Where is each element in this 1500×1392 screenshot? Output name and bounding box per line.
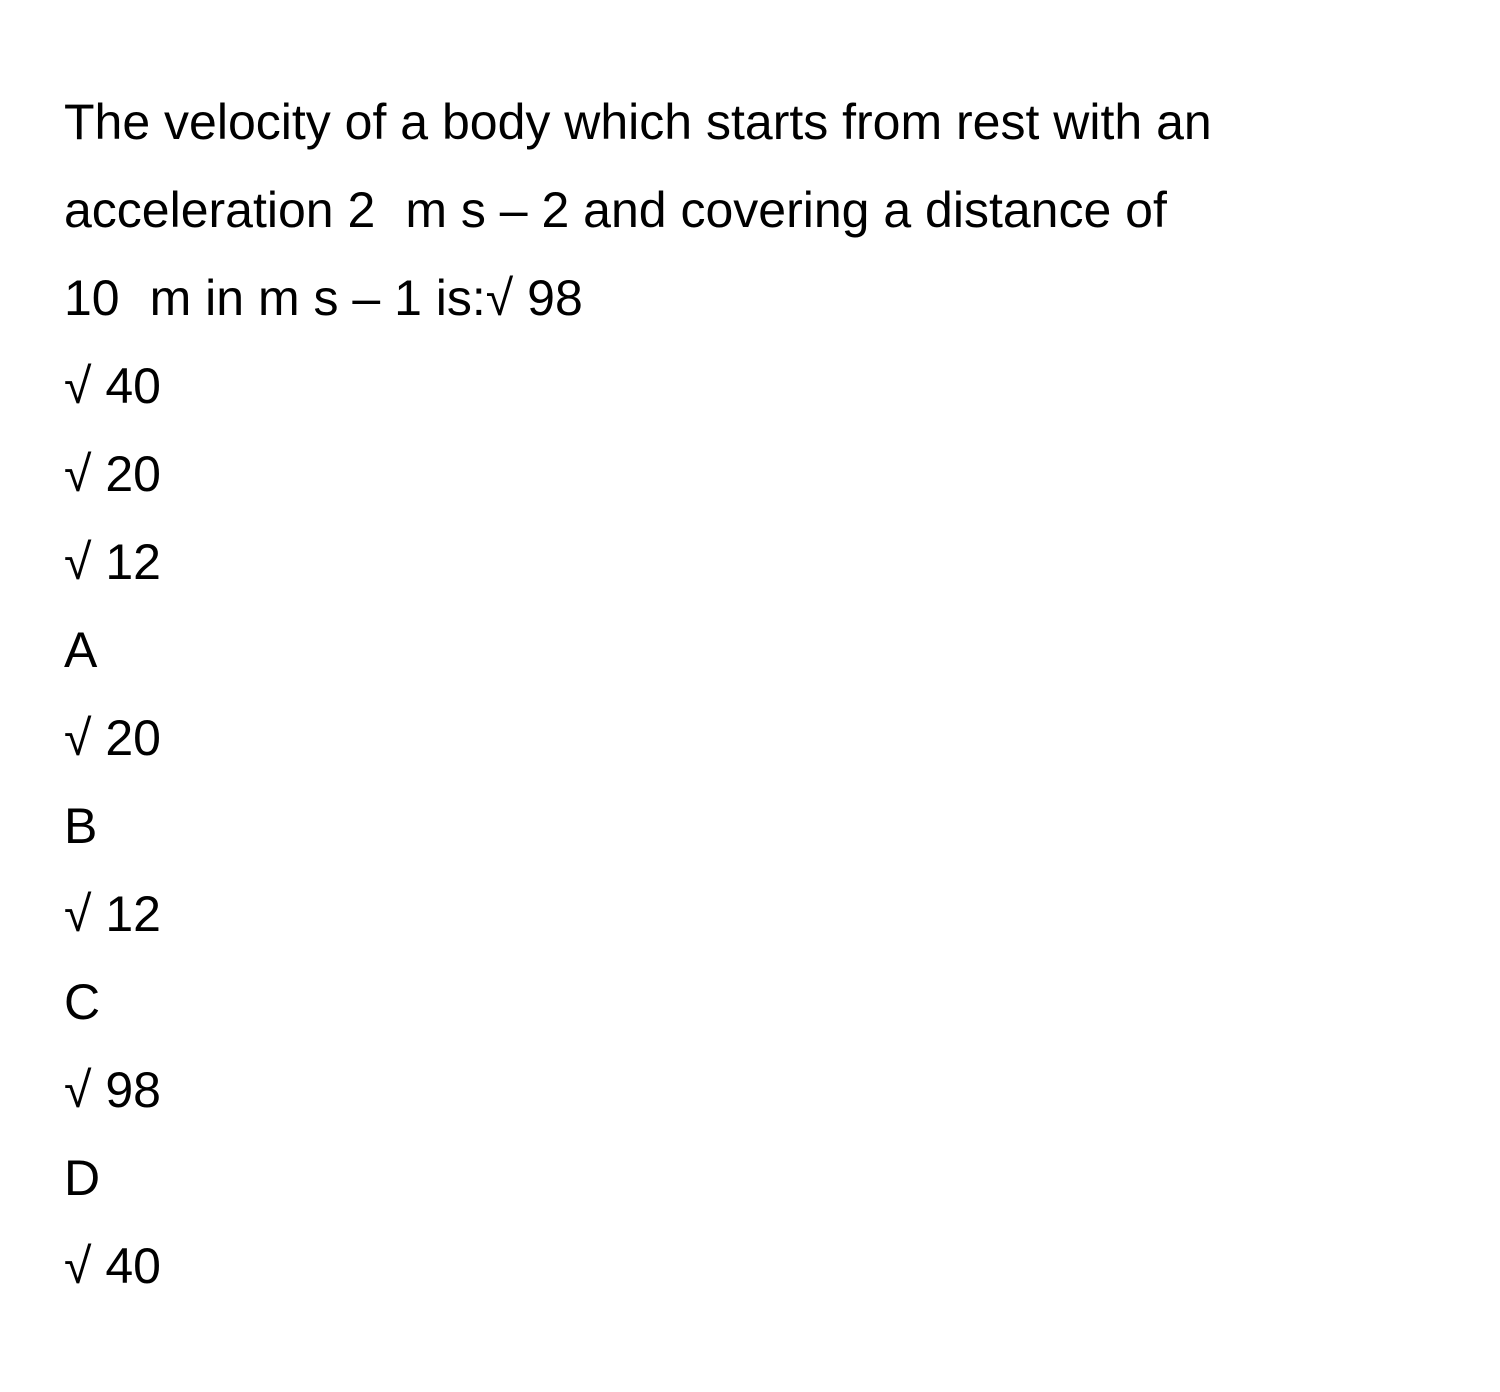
inline-option-3: √ 12 bbox=[64, 534, 161, 590]
question-line-2 bbox=[64, 166, 1454, 254]
question-line-3-part-b: m in m s – 1 is:√ 98 bbox=[149, 270, 583, 326]
option-a-value[interactable]: √ 20 bbox=[64, 710, 161, 766]
inline-option-1: √ 40 bbox=[64, 358, 161, 414]
question-document bbox=[64, 78, 1454, 1310]
option-c-value[interactable]: √ 98 bbox=[64, 1062, 161, 1118]
question-line-2-part-a: acceleration 2 bbox=[64, 182, 376, 238]
option-d-letter[interactable]: D bbox=[64, 1150, 101, 1206]
option-c-letter[interactable]: C bbox=[64, 974, 101, 1030]
option-a-letter[interactable]: A bbox=[64, 622, 98, 678]
question-line-1: The velocity of a body which starts from rest with an bbox=[64, 94, 1212, 150]
question-line-2-part-b: m s – 2 and covering a distance of bbox=[405, 182, 1167, 238]
question-line-3 bbox=[64, 254, 1454, 342]
option-d-value[interactable]: √ 40 bbox=[64, 1238, 161, 1294]
option-b-value[interactable]: √ 12 bbox=[64, 886, 161, 942]
inline-option-2: √ 20 bbox=[64, 446, 161, 502]
question-line-3-part-a: 10 bbox=[64, 270, 120, 326]
option-b-letter[interactable]: B bbox=[64, 798, 98, 854]
